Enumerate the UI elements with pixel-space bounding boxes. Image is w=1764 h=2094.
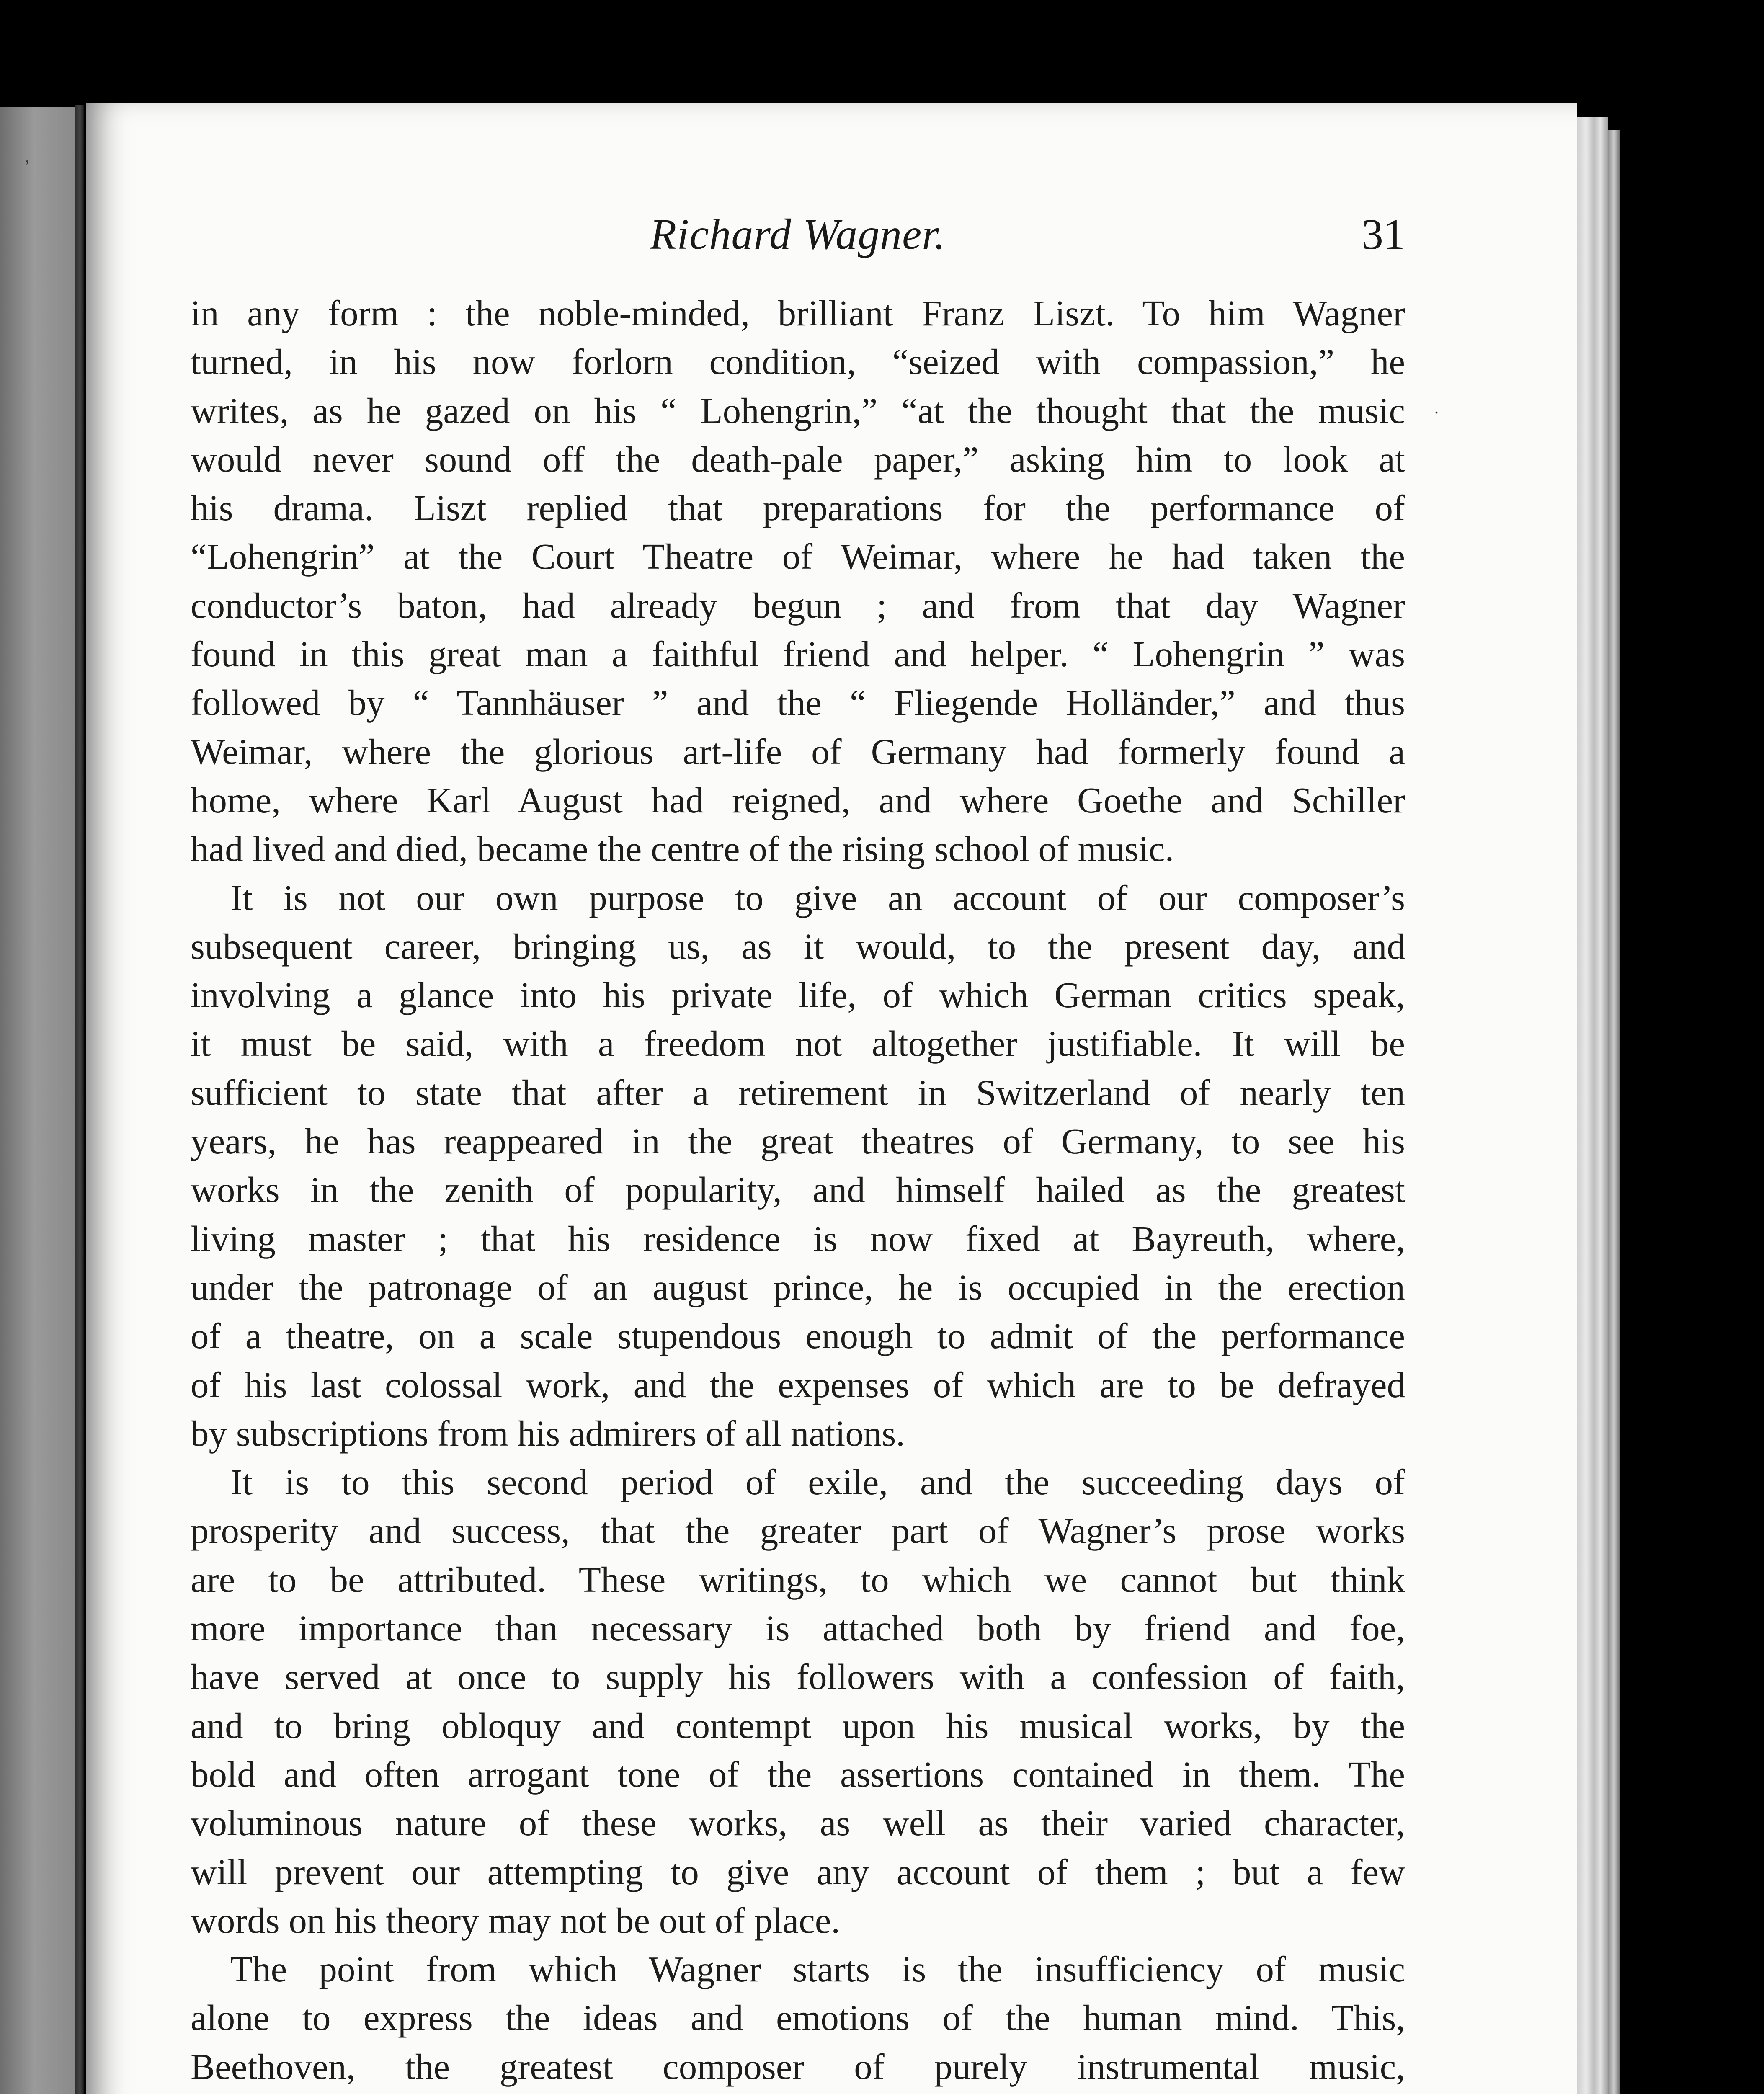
text-line: It is not our own purpose to give an account of our composer’s xyxy=(230,877,1405,918)
text-line xyxy=(191,2091,1405,2094)
text-line: are to be attributed. These writings, to which we cannot but think xyxy=(191,1559,1405,1600)
text-line: found in this great man a faithful friend and helper. “ Lohengrin ” was xyxy=(191,634,1405,675)
previous-page-sliver xyxy=(0,107,75,2094)
text-line: more importance than necessary is attached both by friend and foe, xyxy=(191,1608,1405,1649)
text-line: in any form : the noble-minded, brilliant Franz Liszt. To him Wagner xyxy=(191,293,1405,333)
text-line: under the patronage of an august prince, he is occupied in the erection xyxy=(191,1266,1405,1307)
paragraph-4 xyxy=(191,1945,1405,2094)
page-stack-edge-outer xyxy=(1608,130,1620,2094)
page-stack-edge xyxy=(1577,117,1608,2094)
text-line: sufficient to state that after a retirement in Switzerland of nearly ten xyxy=(191,1072,1405,1113)
text-line: and to bring obloquy and contempt upon his musical works, by the xyxy=(191,1705,1405,1746)
text-line: will prevent our attempting to give any account of them ; but a few xyxy=(191,1851,1405,1892)
text-line: voluminous nature of these works, as well as their varied character, xyxy=(191,1803,1405,1844)
text-line: bold and often arrogant tone of the assertions contained in them. The xyxy=(191,1754,1405,1795)
text-line: of his last colossal work, and the expenses of which are to be defrayed xyxy=(191,1364,1405,1405)
paragraph-3 xyxy=(191,1458,1405,1945)
page-header xyxy=(191,197,1405,281)
text-line: “Lohengrin” at the Court Theatre of Weimar, where he had taken the xyxy=(191,536,1405,577)
text-line: works in the zenith of popularity, and himself hailed as the greatest xyxy=(191,1169,1405,1210)
text-line: home, where Karl August had reigned, and where Goethe and Schiller xyxy=(191,779,1405,820)
text-line: it must be said, with a freedom not altogether justifiable. It will be xyxy=(191,1023,1405,1064)
text-line: would never sound off the death-pale paper,” asking him to look at xyxy=(191,438,1405,480)
text-line: writes, as he gazed on his “ Lohengrin,” “at the thought that the music xyxy=(191,390,1405,431)
stray-mark: . xyxy=(1434,398,1439,417)
text-line: his drama. Liszt replied that preparations for the performance of xyxy=(191,487,1405,529)
text-line: The point from which Wagner starts is the insufficiency of music xyxy=(230,1949,1405,1990)
paragraph-2 xyxy=(191,874,1405,1458)
page-number: 31 xyxy=(1362,210,1405,258)
book-gutter xyxy=(75,105,84,2094)
text-line: of a theatre, on a scale stupendous enough to admit of the performance xyxy=(191,1315,1405,1356)
paragraph-1 xyxy=(191,289,1405,874)
body-text xyxy=(191,289,1405,2094)
text-line: had lived and died, became the centre of the rising school of music. xyxy=(191,828,1174,869)
text-line: involving a glance into his private life, of which German critics speak, xyxy=(191,975,1405,1016)
text-line: followed by “ Tannhäuser ” and the “ Fliegende Holländer,” and thus xyxy=(191,682,1405,723)
text-line: Weimar, where the glorious art-life of Germany had formerly found a xyxy=(191,731,1405,772)
stray-mark: , xyxy=(25,147,29,166)
text-line: prosperity and success, that the greater part of Wagner’s prose works xyxy=(191,1510,1405,1551)
text-line: years, he has reappeared in the great theatres of Germany, to see his xyxy=(191,1121,1405,1162)
text-line: It is to this second period of exile, and the succeeding days of xyxy=(230,1462,1405,1503)
text-line: words on his theory may not be out of place. xyxy=(191,1900,841,1941)
running-head: Richard Wagner. xyxy=(650,210,946,258)
text-line: turned, in his now forlorn condition, “seized with compassion,” he xyxy=(191,341,1405,382)
text-line: conductor’s baton, had already begun ; and from that day Wagner xyxy=(191,585,1405,626)
text-line: alone to express the ideas and emotions of the human mind. This, xyxy=(191,1997,1405,2038)
text-line: living master ; that his residence is now fixed at Bayreuth, where, xyxy=(191,1218,1405,1259)
text-line: Beethoven, the greatest composer of purely instrumental music, xyxy=(191,2046,1405,2087)
text-line: have served at once to supply his followers with a confession of faith, xyxy=(191,1656,1405,1697)
text-line: subsequent career, bringing us, as it would, to the present day, and xyxy=(191,926,1405,967)
text-line: by subscriptions from his admirers of all nations. xyxy=(191,1413,905,1454)
